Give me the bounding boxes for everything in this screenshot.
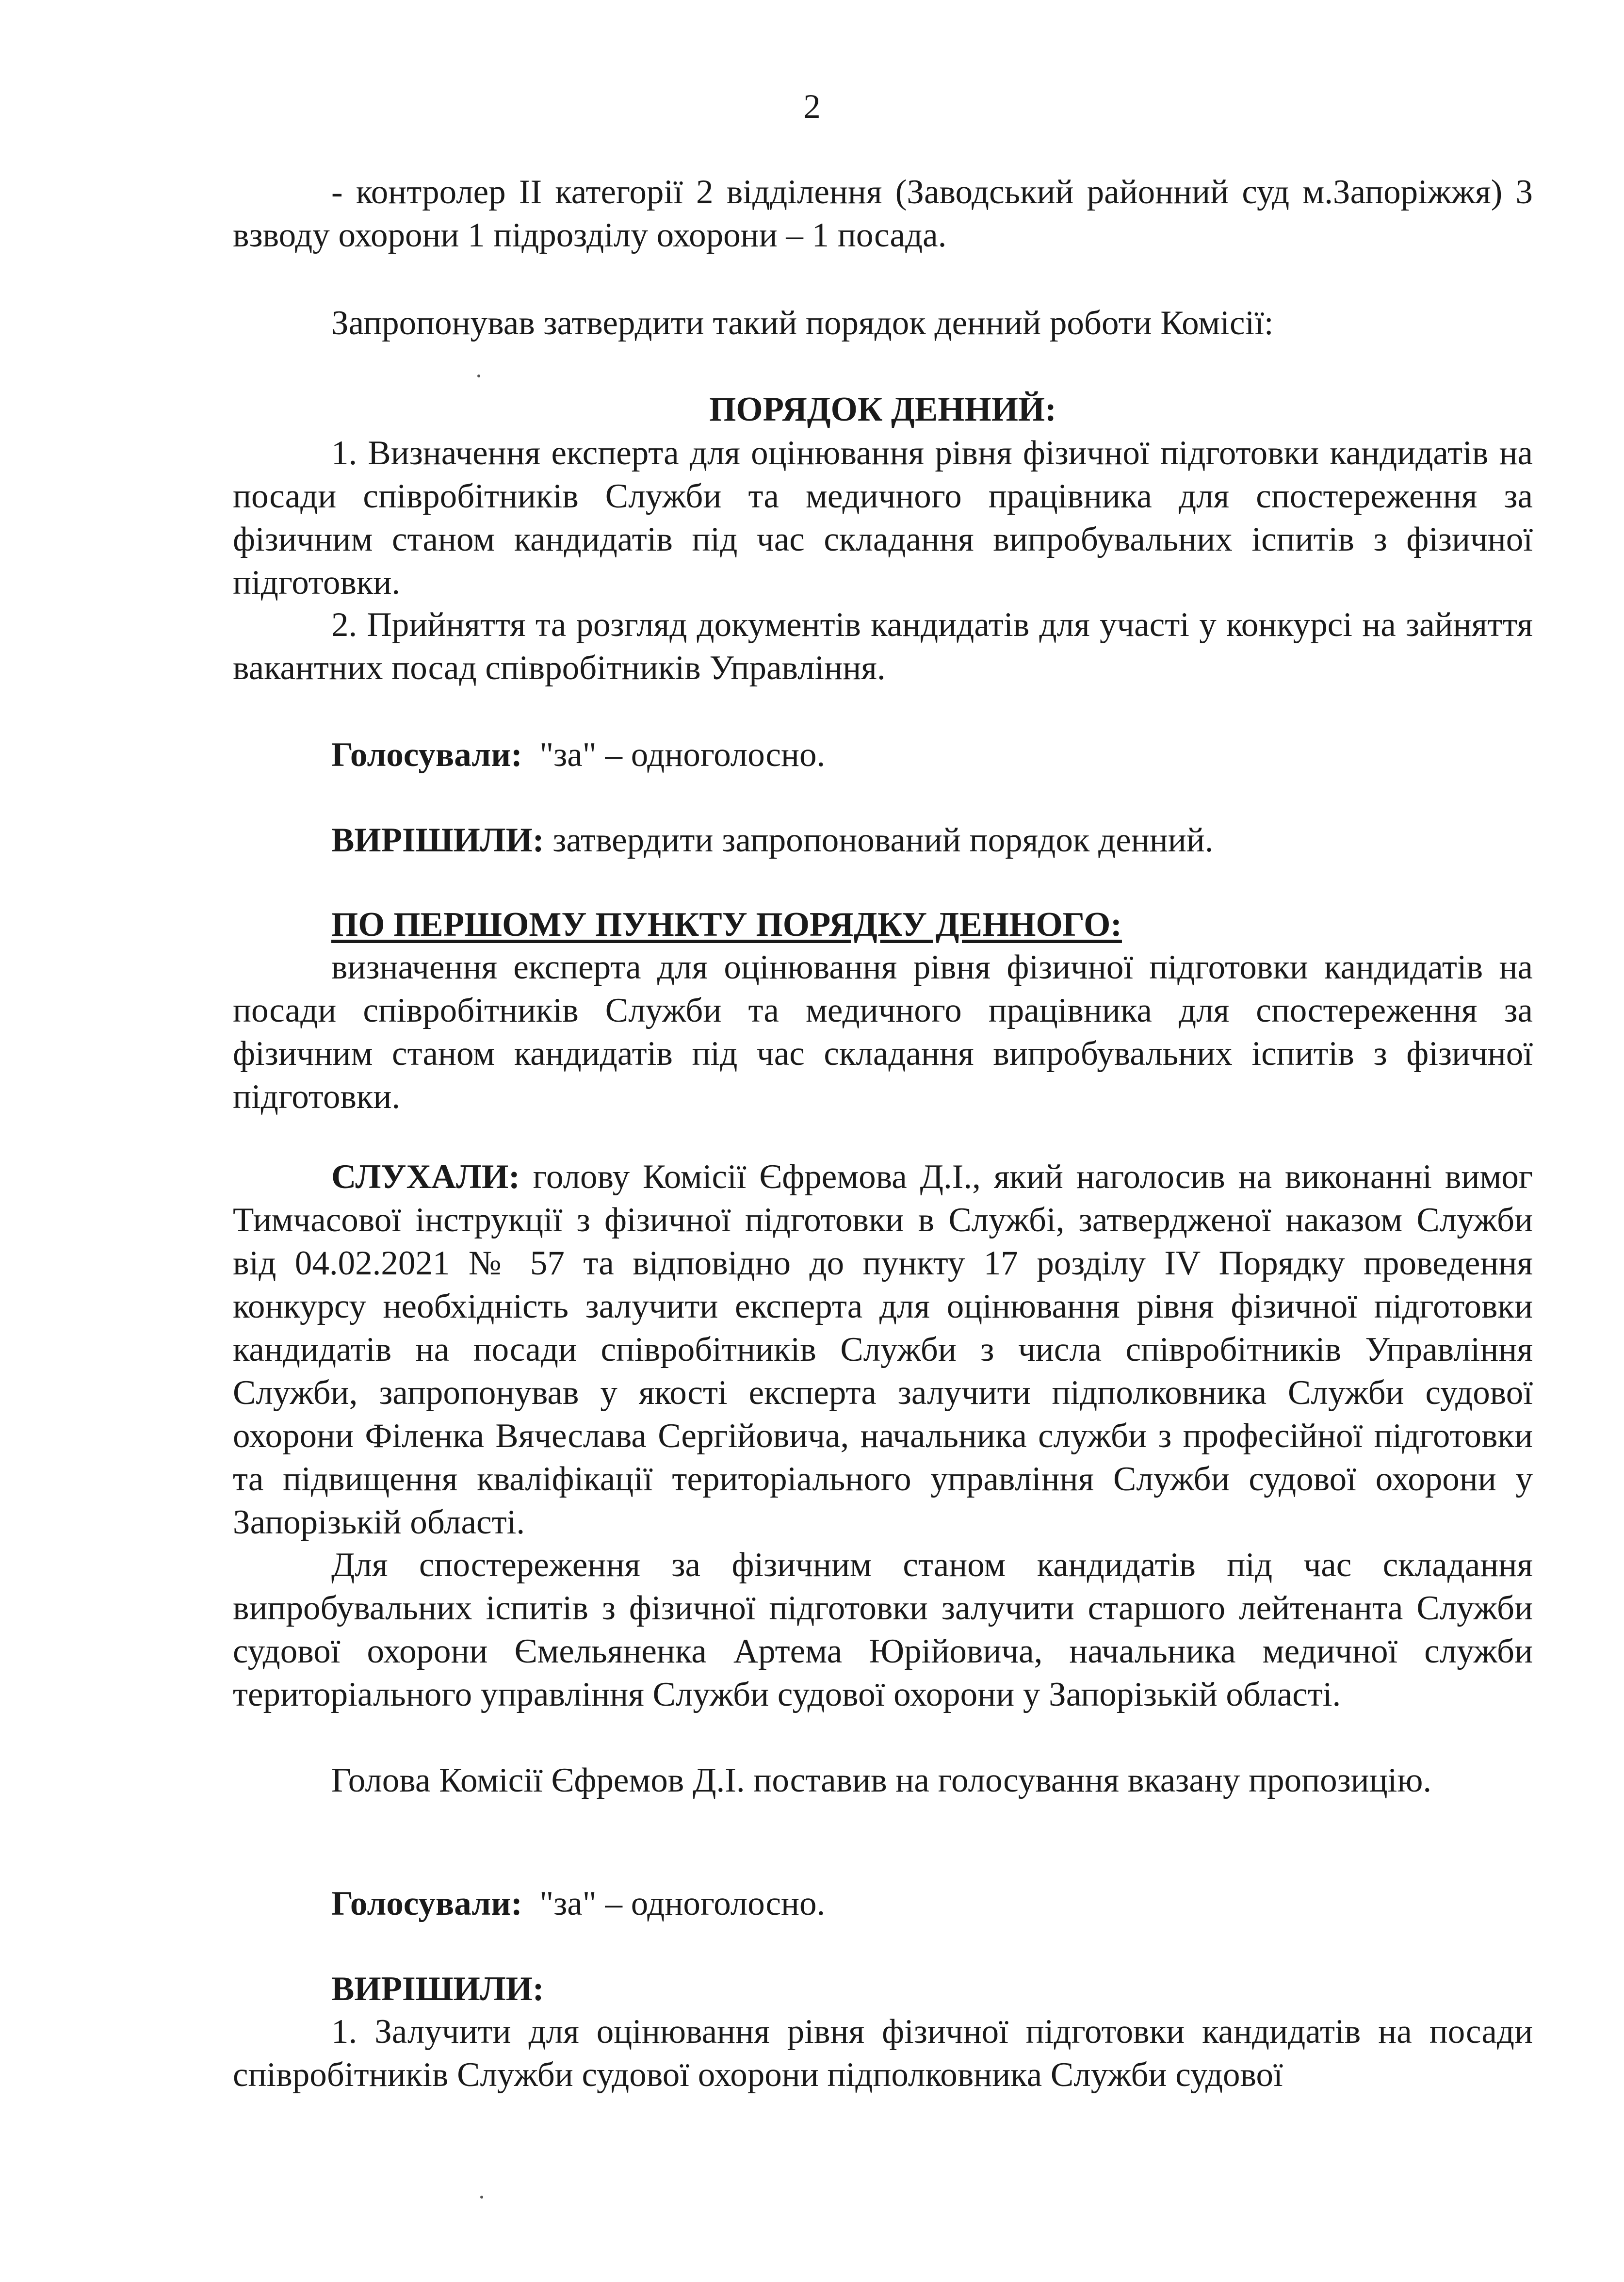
vote-1-value: "за" – одноголосно.: [539, 736, 826, 774]
decision-1-value: затвердити запропонований порядок денний.: [552, 821, 1214, 859]
agenda-item-2: 2. Прийняття та розгляд документів кандидатів для участі у конкурсі на зайняття вакантних посад співробітників Управління.: [233, 606, 1533, 687]
agenda-heading: ПОРЯДОК ДЕННИЙ:: [709, 391, 1056, 428]
page-number: 2: [803, 88, 821, 126]
heard-paragraph: [233, 1156, 1533, 1544]
scan-speck: [477, 375, 480, 377]
vote-1: [233, 734, 1533, 777]
heard-paragraph-2: Для спостереження за фізичним станом кандидатів під час складання випробувальних іспитів з фізичної підготовки залучити старшого лейтенанта Служби судової охорони Ємельяненка Артема Юрійовича, начальника медичної служби територіального управління Служби судової охорони у Запорізькій області.: [233, 1546, 1533, 1713]
heard-text: голову Комісії Єфремова Д.І., який наголосив на виконанні вимог Тимчасової інструкції з фізичної підготовки в Службі, затвердженої наказом Служби від 04.02.2021 № 57 та відповідно до пункту 17 розділу IV Порядку проведення конкурсу необхідність залучити експерта для оцінювання рівня фізичної підготовки кандидатів на посади співробітників Служби з числа співробітників Управління Служби, запропонував у якості експерта залучити підполковника Служби судової охорони Філенка Вячеслава Сергійовича, начальника служби з професійної підготовки та підвищення кваліфікації територіального управління Служби судової охорони у Запорізькій області.: [233, 1158, 1533, 1541]
first-item-text: визначення експерта для оцінювання рівня фізичної підготовки кандидатів на посади співробітників Служби та медичного працівника для спостереження за фізичним станом кандидатів під час складання випробувальних іспитів з фізичної підготовки.: [233, 948, 1533, 1116]
vote-2-value: "за" – одноголосно.: [539, 1885, 826, 1923]
heard-label: СЛУХАЛИ:: [331, 1158, 520, 1196]
agenda-proposal: Запропонував затвердити такий порядок денний роботи Комісії:: [331, 304, 1274, 342]
vote-2: [233, 1882, 1533, 1925]
scan-speck: [480, 2196, 483, 2199]
decision-1-label: ВИРІШИЛИ:: [331, 821, 544, 859]
first-item-heading: ПО ПЕРШОМУ ПУНКТУ ПОРЯДКУ ДЕННОГО:: [331, 906, 1122, 944]
agenda-item-1: 1. Визначення експерта для оцінювання рівня фізичної підготовки кандидатів на посади співробітників Служби та медичного працівника для спостереження за фізичним станом кандидатів під час складання випробувальних іспитів з фізичної підготовки.: [233, 434, 1533, 602]
heard-paragraph-3: Голова Комісії Єфремов Д.І. поставив на голосування вказану пропозицію.: [331, 1761, 1432, 1799]
vote-2-label: Голосували:: [331, 1885, 522, 1923]
decision-2-item-1: 1. Залучити для оцінювання рівня фізичної підготовки кандидатів на посади співробітників Служби судової охорони підполковника Служби судової: [233, 2013, 1533, 2094]
decision-1: [233, 819, 1533, 862]
vote-1-label: Голосували:: [331, 736, 522, 774]
intro-paragraph: - контролер ІІ категорії 2 відділення (Заводський районний суд м.Запоріжжя) 3 взводу охорони 1 підрозділу охорони – 1 посада.: [233, 173, 1533, 254]
decision-2-label: ВИРІШИЛИ:: [331, 1970, 544, 2008]
